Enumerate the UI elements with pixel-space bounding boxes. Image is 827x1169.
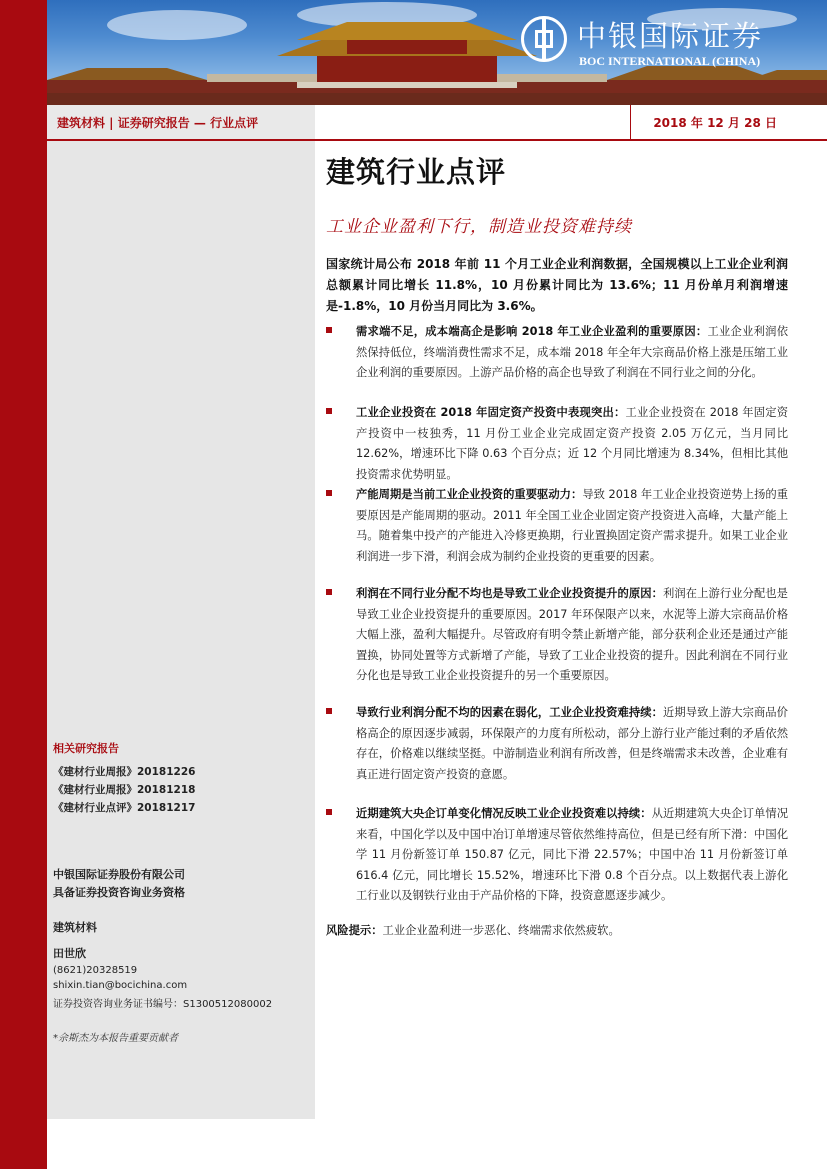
company-qualification: 具备证券投资咨询业务资格 — [53, 886, 185, 899]
bullet-point — [326, 804, 788, 907]
bullet-paragraph — [356, 804, 788, 907]
bullet-text: 近期导致上游大宗商品价格高企的原因逐步减弱，环保限产的力度有所松动，部分上游行业产能过剩的矛盾依然存在，价格难以继续坚挺。中游制造业利润有所改善，但是终端需求未改善，企业难有真正进行固定资产投资的意愿。 — [356, 706, 788, 781]
risk-text: 工业企业盈利进一步恶化、终端需求依然疲软。 — [382, 924, 620, 937]
header-banner-forbidden-city — [47, 0, 827, 105]
risk-label: 风险提示： — [326, 924, 383, 937]
company-name: 中银国际证券股份有限公司 — [53, 868, 185, 881]
bullet-point — [326, 403, 788, 485]
bullet-paragraph — [356, 584, 788, 687]
report-title: 建筑行业点评 — [326, 155, 507, 189]
left-red-bar — [0, 0, 47, 1169]
bullet-point — [326, 584, 788, 687]
bullet-paragraph — [356, 485, 788, 567]
boc-logo-icon — [521, 16, 567, 62]
risk-warning — [326, 922, 620, 938]
report-summary: 国家统计局公布 2018 年前 11 个月工业企业利润数据，全国规模以上工业企业利润总额累计同比增长 11.8%，10 月份累计同比为 13.6%；11 月份单月利润增速是-1.8%，10 月份当月同比为 3.6%。 — [326, 257, 788, 313]
bullet-paragraph — [356, 703, 788, 785]
analyst-email[interactable]: shixin.tian@bocichina.com — [53, 980, 188, 991]
bullet-square-icon — [326, 408, 332, 414]
bullet-square-icon — [326, 708, 332, 714]
bullet-square-icon — [326, 327, 332, 333]
contributor-note: *佘斯杰为本报告重要贡献者 — [53, 1033, 178, 1044]
bullet-square-icon — [326, 589, 332, 595]
analyst-name: 田世欣 — [53, 947, 86, 960]
bullet-lead: 近期建筑大央企订单变化情况反映工业企业投资难以持续： — [356, 807, 652, 820]
bullet-text: 工业企业投资在 2018 年固定资产投资中一枝独秀，11 月份工业企业完成固定资产投资 2.05 万亿元，当月同比 12.62%，增速环比下降 0.63 个百分点；近 12 个月同比增速为 8.34%，但相比其他投资需求优势明显。 — [356, 406, 788, 481]
bullet-paragraph — [356, 403, 788, 485]
related-report-item[interactable]: 《建材行业点评》20181217 — [53, 802, 196, 814]
analyst-license: 证券投资咨询业务证书编号：S1300512080002 — [53, 999, 273, 1010]
bullet-paragraph — [356, 322, 788, 384]
banner-ground — [47, 93, 827, 105]
analyst-phone: (8621)20328519 — [53, 965, 138, 976]
bullet-lead: 产能周期是当前工业企业投资的重要驱动力： — [356, 488, 583, 501]
bullet-point — [326, 322, 788, 384]
bullet-lead: 需求端不足，成本端高企是影响 2018 年工业企业盈利的重要原因： — [356, 325, 708, 338]
related-report-item[interactable]: 《建材行业周报》20181218 — [53, 784, 196, 796]
report-date: 2018 年 12 月 28 日 — [653, 116, 777, 130]
bullet-text: 工业企业利润依然保持低位，终端消费性需求不足，成本端 2018 年全年大宗商品价格上涨是压缩工业企业利润的重要原因。上游产品价格的高企也导致了利润在不同行业之间的分化。 — [356, 325, 788, 379]
related-reports-heading: 相关研究报告 — [53, 742, 119, 755]
brand-name-en: BOC INTERNATIONAL (CHINA) — [579, 54, 761, 68]
bullet-lead: 利润在不同行业分配不均也是导致工业企业投资提升的原因： — [356, 587, 663, 600]
bullet-lead: 导致行业利润分配不均的因素在弱化，工业企业投资难持续： — [356, 706, 663, 719]
bullet-text: 从近期建筑大央企订单情况来看，中国化学以及中国中冶订单增速尽管依然维持高位，但是已经有所下滑：中国化学 11 月份新签订单 150.87 亿元，同比下滑 22.57%；中国中冶 11 月份新签订单 616.4 亿元，同比增长 15.52%，增速环比下滑 0.8 个百分点。以上数据代表上游化工行业以及钢铁行业由于产品价格的下降，投资意愿逐步减少。 — [356, 807, 788, 902]
bullet-point — [326, 703, 788, 785]
report-category: 建筑材料 | 证券研究报告 — 行业点评 — [57, 116, 259, 130]
report-subtitle: 工业企业盈利下行，制造业投资难持续 — [326, 217, 632, 237]
brand-name-cn: 中银国际证券 — [577, 19, 764, 53]
report-header-strip — [47, 105, 827, 141]
bullet-text: 导致 2018 年工业企业投资逆势上扬的重要原因是产能周期的驱动。2011 年全国工业企业固定资产投资进入高峰，大量产能上马。随着集中投产的产能进入冷修更换期，行业置换固定资产需求提升。如果工业企业利润进一步下滑，利润会成为制约企业投资的更重要的因素。 — [356, 488, 788, 563]
bullet-square-icon — [326, 809, 332, 815]
sidebar — [47, 141, 315, 1119]
bullet-square-icon — [326, 490, 332, 496]
industry-label: 建筑材料 — [53, 921, 97, 934]
header-divider — [630, 105, 631, 139]
bullet-lead: 工业企业投资在 2018 年固定资产投资中表现突出： — [356, 406, 626, 419]
bullet-point — [326, 485, 788, 567]
bullet-text: 利润在上游行业分配也是导致工业企业投资提升的重要原因。2017 年环保限产以来，水泥等上游大宗商品价格大幅上涨，盈利大幅提升。尽管政府有明令禁止新增产能，部分获利企业还是通过产能置换，协同处置等方式新增了产能，导致了工业企业投资的提升。因此利润在不同行业分化也是导致工业企业投资提升的另一个重要原因。 — [356, 587, 788, 682]
related-report-item[interactable]: 《建材行业周报》20181226 — [53, 766, 196, 778]
